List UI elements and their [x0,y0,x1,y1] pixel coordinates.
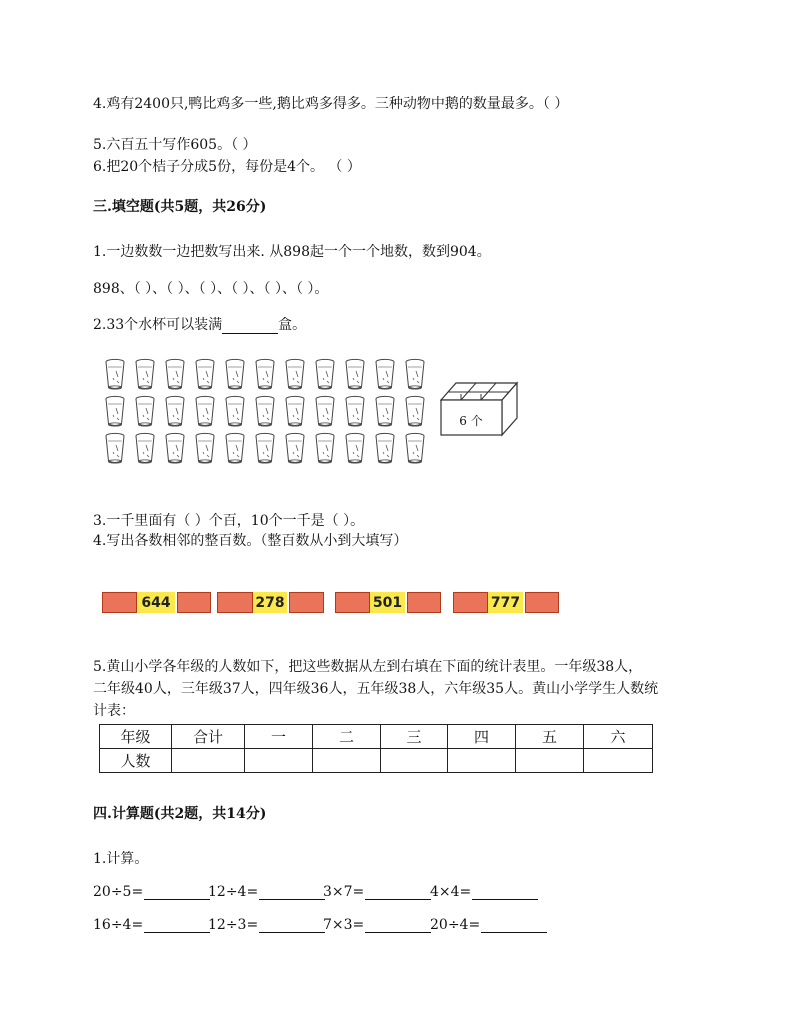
number-strip-2 [217,592,327,614]
answer-blank[interactable] [365,918,431,933]
calc-question-1: 1.计算。 [93,851,149,867]
answer-blank[interactable] [472,885,538,900]
calc-item [430,884,538,900]
fill-question-2 [93,314,306,334]
header-cell-grade: 年级 [100,725,172,749]
answer-box-left[interactable] [335,592,370,613]
fill-question-2-prefix: 2.33个水杯可以装满 [93,317,223,333]
header-cell-grade-1: 一 [245,725,313,749]
number-644: 644 [137,592,175,613]
fill-question-1: 1.一边数数一边把数写出来. 从898起一个一个地数，数到904。 [93,244,491,260]
calc-expression: 20÷5= [93,884,144,900]
answer-box-right[interactable] [525,592,559,613]
student-count-table [99,724,653,773]
fill-question-4: 4.写出各数相邻的整百数。（整百数从小到大填写） [93,533,408,549]
calc-expression: 16÷4= [93,917,144,933]
header-cell-total: 合计 [172,725,245,749]
calc-expression: 7×3= [323,917,365,933]
number-278: 278 [253,592,287,613]
cup-row-3 [106,433,424,463]
calc-expression: 20÷4= [430,917,481,933]
fill-question-5-line-1: 5.黄山小学各年级的人数如下，把这些数据从左到右填在下面的统计表里。一年级38人， [93,659,643,675]
table-row [100,749,653,773]
answer-box-right[interactable] [289,592,324,613]
header-cell-grade-5: 五 [516,725,584,749]
table-header-row [100,725,653,749]
header-cell-grade-4: 四 [448,725,516,749]
fill-question-5-line-2: 二年级40人，三年级37人，四年级36人，五年级38人，六年级35人。黄山小学学生人数统 [93,681,659,697]
fill-question-2-suffix: 盒。 [278,317,307,333]
question-6-judgement: 6.把20个桔子分成5份，每份是4个。 （ ） [93,159,361,175]
row-label-count: 人数 [100,749,172,773]
six-cup-box-illustration [440,380,520,438]
fill-question-3: 3.一千里面有（ ）个百，10个一千是（ ）。 [93,513,365,529]
calc-item [323,884,431,900]
fill-question-5-line-3: 计表： [93,703,135,719]
answer-box-left[interactable] [453,592,488,613]
calc-expression: 12÷4= [208,884,259,900]
section-3-heading: 三.填空题(共5题，共26分) [93,199,267,215]
calc-expression: 12÷3= [208,917,259,933]
question-5-judgement: 5.六百五十写作605。（ ） [93,137,257,153]
answer-blank[interactable] [259,918,325,933]
calc-item [208,884,325,900]
number-strip-4 [453,592,563,614]
question-4-judgement: 4.鸡有2400只,鸭比鸡多一些,鹅比鸡多得多。三种动物中鹅的数量最多。（ ） [93,96,569,112]
number-777: 777 [488,592,523,613]
calc-item [93,884,210,900]
answer-cell[interactable] [172,749,245,773]
answer-box-right[interactable] [407,592,441,613]
answer-box-right[interactable] [177,592,211,613]
answer-blank[interactable] [481,918,547,933]
answer-blank[interactable] [365,885,431,900]
calc-expression: 3×7= [323,884,365,900]
cup-row-1 [106,359,424,389]
answer-blank[interactable] [222,319,278,334]
number-strip-3 [335,592,445,614]
answer-blank[interactable] [144,918,210,933]
calc-item [430,917,547,933]
answer-box-left[interactable] [217,592,253,613]
answer-blank[interactable] [259,885,325,900]
calc-item [93,917,210,933]
cup-row-2 [106,396,424,426]
answer-box-left[interactable] [102,592,137,613]
answer-cell[interactable] [448,749,516,773]
cups-illustration [100,355,440,470]
number-strip-1 [102,592,212,614]
answer-cell[interactable] [584,749,653,773]
calc-item [208,917,325,933]
answer-cell[interactable] [245,749,313,773]
box-label: 6 个 [459,414,483,428]
header-cell-grade-3: 三 [381,725,448,749]
answer-cell[interactable] [381,749,448,773]
header-cell-grade-2: 二 [313,725,381,749]
number-501: 501 [370,592,405,613]
calc-expression: 4×4= [430,884,472,900]
answer-blank[interactable] [144,885,210,900]
fill-question-1-answers: 898、（ ）、（ ）、（ ）、（ ）、（ ）、（ ）。 [93,281,329,297]
header-cell-grade-6: 六 [584,725,653,749]
calc-item [323,917,431,933]
answer-cell[interactable] [516,749,584,773]
section-4-heading: 四.计算题(共2题，共14分) [93,806,267,822]
answer-cell[interactable] [313,749,381,773]
